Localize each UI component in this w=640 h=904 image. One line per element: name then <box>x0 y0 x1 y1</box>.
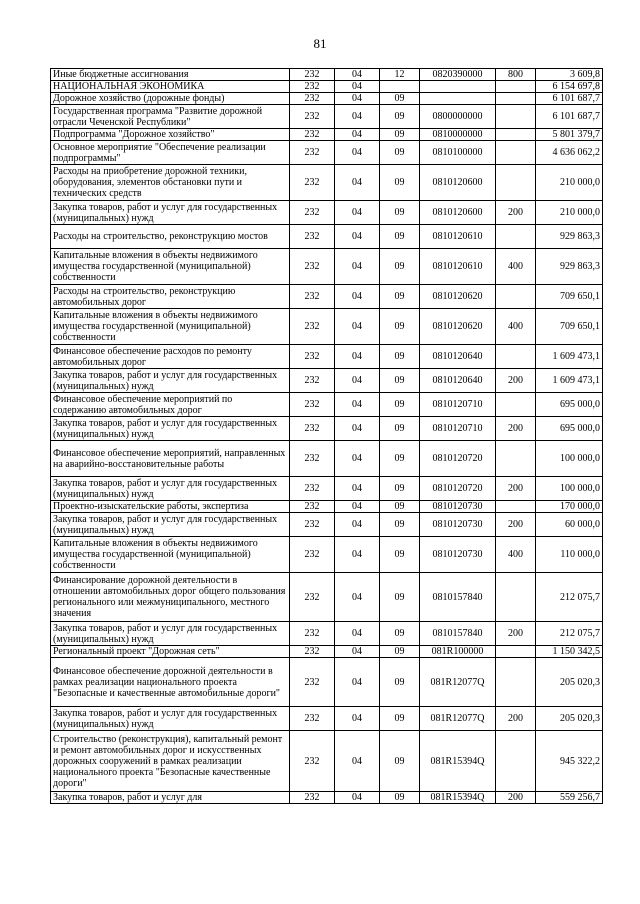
expense-type-code <box>496 501 536 513</box>
target-article-code: 0810120710 <box>420 393 496 417</box>
target-article-code: 0810120620 <box>420 309 496 345</box>
row-name: Закупка товаров, работ и услуг для государственных (муниципальных) нужд <box>51 369 290 393</box>
subsection-code: 09 <box>380 369 420 393</box>
table-row <box>51 69 603 81</box>
row-name: Иные бюджетные ассигнования <box>51 69 290 81</box>
table-row <box>51 658 603 707</box>
target-article-code: 0820390000 <box>420 69 496 81</box>
expense-type-code: 200 <box>496 369 536 393</box>
row-name: Расходы на приобретение дорожной техники, оборудования, элементов обстановки пути и технических средств <box>51 165 290 201</box>
table-row <box>51 345 603 369</box>
amount: 709 650,1 <box>536 309 603 345</box>
table-body <box>51 69 603 804</box>
subsection-code: 09 <box>380 285 420 309</box>
row-name: Закупка товаров, работ и услуг для государственных (муниципальных) нужд <box>51 707 290 731</box>
section-code: 04 <box>335 513 380 537</box>
subsection-code: 09 <box>380 141 420 165</box>
amount: 1 609 473,1 <box>536 369 603 393</box>
admin-code: 232 <box>290 707 335 731</box>
expense-type-code <box>496 129 536 141</box>
subsection-code: 09 <box>380 105 420 129</box>
target-article-code: 0810120710 <box>420 417 496 441</box>
row-name: Региональный проект "Дорожная сеть" <box>51 646 290 658</box>
expense-type-code: 200 <box>496 477 536 501</box>
expense-type-code <box>496 731 536 792</box>
table-row <box>51 622 603 646</box>
subsection-code: 09 <box>380 658 420 707</box>
admin-code: 232 <box>290 69 335 81</box>
amount: 170 000,0 <box>536 501 603 513</box>
row-name: Финансовое обеспечение дорожной деятельности в рамках реализации национального проекта "Безопасные и качественные автомобильные дороги" <box>51 658 290 707</box>
expense-type-code <box>496 345 536 369</box>
table-row <box>51 81 603 93</box>
expense-type-code: 200 <box>496 513 536 537</box>
expense-type-code: 200 <box>496 417 536 441</box>
expense-type-code <box>496 225 536 249</box>
section-code: 04 <box>335 69 380 81</box>
target-article-code: 081R12077Q <box>420 707 496 731</box>
expense-type-code <box>496 165 536 201</box>
amount: 695 000,0 <box>536 393 603 417</box>
amount: 695 000,0 <box>536 417 603 441</box>
section-code: 04 <box>335 81 380 93</box>
table-row <box>51 141 603 165</box>
subsection-code: 09 <box>380 477 420 501</box>
subsection-code: 09 <box>380 417 420 441</box>
admin-code: 232 <box>290 81 335 93</box>
expense-type-code: 800 <box>496 69 536 81</box>
target-article-code: 0810120620 <box>420 285 496 309</box>
table-row <box>51 513 603 537</box>
target-article-code: 0810157840 <box>420 573 496 622</box>
admin-code: 232 <box>290 501 335 513</box>
row-name: Дорожное хозяйство (дорожные фонды) <box>51 93 290 105</box>
amount: 210 000,0 <box>536 165 603 201</box>
amount: 212 075,7 <box>536 573 603 622</box>
amount: 1 609 473,1 <box>536 345 603 369</box>
table-row <box>51 369 603 393</box>
subsection-code: 09 <box>380 393 420 417</box>
target-article-code: 0810157840 <box>420 622 496 646</box>
target-article-code: 0810120730 <box>420 501 496 513</box>
table-row <box>51 105 603 129</box>
amount: 205 020,3 <box>536 658 603 707</box>
subsection-code: 09 <box>380 201 420 225</box>
admin-code: 232 <box>290 513 335 537</box>
target-article-code: 081R100000 <box>420 646 496 658</box>
table-row <box>51 201 603 225</box>
subsection-code: 09 <box>380 501 420 513</box>
admin-code: 232 <box>290 477 335 501</box>
subsection-code: 09 <box>380 792 420 804</box>
amount: 6 154 697,8 <box>536 81 603 93</box>
section-code: 04 <box>335 309 380 345</box>
subsection-code: 09 <box>380 129 420 141</box>
row-name: Финансовое обеспечение мероприятий по содержанию автомобильных дорог <box>51 393 290 417</box>
admin-code: 232 <box>290 792 335 804</box>
section-code: 04 <box>335 646 380 658</box>
expense-type-code <box>496 93 536 105</box>
amount: 100 000,0 <box>536 441 603 477</box>
expense-type-code <box>496 573 536 622</box>
expense-type-code <box>496 81 536 93</box>
table-row <box>51 417 603 441</box>
section-code: 04 <box>335 129 380 141</box>
admin-code: 232 <box>290 622 335 646</box>
expense-type-code: 400 <box>496 309 536 345</box>
admin-code: 232 <box>290 249 335 285</box>
subsection-code: 09 <box>380 513 420 537</box>
target-article-code: 0810120720 <box>420 477 496 501</box>
admin-code: 232 <box>290 93 335 105</box>
admin-code: 232 <box>290 658 335 707</box>
target-article-code: 081R12077Q <box>420 658 496 707</box>
table-row <box>51 646 603 658</box>
table-row <box>51 441 603 477</box>
target-article-code: 0800000000 <box>420 105 496 129</box>
table-row <box>51 573 603 622</box>
admin-code: 232 <box>290 417 335 441</box>
subsection-code: 09 <box>380 165 420 201</box>
amount: 4 636 062,2 <box>536 141 603 165</box>
admin-code: 232 <box>290 646 335 658</box>
row-name: Закупка товаров, работ и услуг для государственных (муниципальных) нужд <box>51 477 290 501</box>
section-code: 04 <box>335 537 380 573</box>
subsection-code: 09 <box>380 731 420 792</box>
admin-code: 232 <box>290 141 335 165</box>
section-code: 04 <box>335 441 380 477</box>
table-row <box>51 393 603 417</box>
expense-type-code <box>496 141 536 165</box>
expense-type-code: 200 <box>496 707 536 731</box>
row-name: Государственная программа "Развитие дорожной отрасли Чеченской Республики" <box>51 105 290 129</box>
amount: 205 020,3 <box>536 707 603 731</box>
subsection-code: 09 <box>380 646 420 658</box>
section-code: 04 <box>335 622 380 646</box>
admin-code: 232 <box>290 201 335 225</box>
amount: 212 075,7 <box>536 622 603 646</box>
row-name: Строительство (реконструкция), капитальный ремонт и ремонт автомобильных дорог и искусственных дорожных сооружений в рамках реализации национального проекта "Безопасные качественные дороги" <box>51 731 290 792</box>
amount: 3 609,8 <box>536 69 603 81</box>
target-article-code: 0810120720 <box>420 441 496 477</box>
target-article-code: 0810000000 <box>420 129 496 141</box>
row-name: Закупка товаров, работ и услуг для <box>51 792 290 804</box>
subsection-code: 09 <box>380 345 420 369</box>
admin-code: 232 <box>290 309 335 345</box>
expense-type-code: 400 <box>496 537 536 573</box>
section-code: 04 <box>335 345 380 369</box>
table-row <box>51 731 603 792</box>
table-row <box>51 285 603 309</box>
subsection-code: 09 <box>380 225 420 249</box>
target-article-code: 0810120600 <box>420 165 496 201</box>
subsection-code: 09 <box>380 707 420 731</box>
target-article-code: 081R15394Q <box>420 731 496 792</box>
expense-type-code <box>496 658 536 707</box>
admin-code: 232 <box>290 393 335 417</box>
section-code: 04 <box>335 105 380 129</box>
admin-code: 232 <box>290 441 335 477</box>
section-code: 04 <box>335 225 380 249</box>
table-row <box>51 537 603 573</box>
row-name: НАЦИОНАЛЬНАЯ ЭКОНОМИКА <box>51 81 290 93</box>
admin-code: 232 <box>290 731 335 792</box>
expense-type-code <box>496 646 536 658</box>
target-article-code: 0810120730 <box>420 537 496 573</box>
row-name: Расходы на строительство, реконструкцию мостов <box>51 225 290 249</box>
target-article-code: 0810120610 <box>420 249 496 285</box>
admin-code: 232 <box>290 165 335 201</box>
subsection-code: 09 <box>380 309 420 345</box>
section-code: 04 <box>335 369 380 393</box>
admin-code: 232 <box>290 105 335 129</box>
target-article-code: 0810100000 <box>420 141 496 165</box>
admin-code: 232 <box>290 225 335 249</box>
subsection-code: 09 <box>380 441 420 477</box>
amount: 929 863,3 <box>536 225 603 249</box>
target-article-code: 0810120730 <box>420 513 496 537</box>
page-number: 81 <box>313 36 327 51</box>
subsection-code: 09 <box>380 93 420 105</box>
expense-type-code: 400 <box>496 249 536 285</box>
admin-code: 232 <box>290 129 335 141</box>
target-article-code: 0810120640 <box>420 369 496 393</box>
target-article-code: 0810120610 <box>420 225 496 249</box>
amount: 210 000,0 <box>536 201 603 225</box>
table-row <box>51 477 603 501</box>
row-name: Проектно-изыскательские работы, экспертиза <box>51 501 290 513</box>
amount: 709 650,1 <box>536 285 603 309</box>
expense-type-code <box>496 105 536 129</box>
table-row <box>51 792 603 804</box>
expense-type-code: 200 <box>496 792 536 804</box>
subsection-code: 09 <box>380 573 420 622</box>
table-row <box>51 309 603 345</box>
section-code: 04 <box>335 501 380 513</box>
amount: 110 000,0 <box>536 537 603 573</box>
target-article-code: 0810120600 <box>420 201 496 225</box>
target-article-code: 081R15394Q <box>420 792 496 804</box>
row-name: Капитальные вложения в объекты недвижимого имущества государственной (муниципальной) собственности <box>51 537 290 573</box>
table-row <box>51 165 603 201</box>
amount: 6 101 687,7 <box>536 105 603 129</box>
target-article-code: 0810120640 <box>420 345 496 369</box>
row-name: Закупка товаров, работ и услуг для государственных (муниципальных) нужд <box>51 201 290 225</box>
section-code: 04 <box>335 658 380 707</box>
amount: 1 150 342,5 <box>536 646 603 658</box>
section-code: 04 <box>335 393 380 417</box>
row-name: Финансирование дорожной деятельности в отношении автомобильных дорог общего пользования регионального или межмуниципального, местного значения <box>51 573 290 622</box>
table-row <box>51 501 603 513</box>
amount: 60 000,0 <box>536 513 603 537</box>
amount: 6 101 687,7 <box>536 93 603 105</box>
amount: 100 000,0 <box>536 477 603 501</box>
section-code: 04 <box>335 285 380 309</box>
table-row <box>51 707 603 731</box>
row-name: Финансовое обеспечение мероприятий, направленных на аварийно-восстановительные работы <box>51 441 290 477</box>
amount: 559 256,7 <box>536 792 603 804</box>
expense-type-code <box>496 441 536 477</box>
expense-type-code <box>496 393 536 417</box>
expense-type-code: 200 <box>496 622 536 646</box>
table-row <box>51 249 603 285</box>
row-name: Закупка товаров, работ и услуг для государственных (муниципальных) нужд <box>51 417 290 441</box>
admin-code: 232 <box>290 369 335 393</box>
section-code: 04 <box>335 165 380 201</box>
section-code: 04 <box>335 573 380 622</box>
section-code: 04 <box>335 93 380 105</box>
section-code: 04 <box>335 477 380 501</box>
table-row <box>51 225 603 249</box>
row-name: Закупка товаров, работ и услуг для государственных (муниципальных) нужд <box>51 513 290 537</box>
admin-code: 232 <box>290 345 335 369</box>
admin-code: 232 <box>290 537 335 573</box>
row-name: Расходы на строительство, реконструкцию автомобильных дорог <box>51 285 290 309</box>
target-article-code <box>420 81 496 93</box>
amount: 929 863,3 <box>536 249 603 285</box>
row-name: Закупка товаров, работ и услуг для государственных (муниципальных) нужд <box>51 622 290 646</box>
subsection-code: 12 <box>380 69 420 81</box>
section-code: 04 <box>335 792 380 804</box>
expense-type-code: 200 <box>496 201 536 225</box>
table-row <box>51 129 603 141</box>
section-code: 04 <box>335 141 380 165</box>
budget-table <box>50 68 603 804</box>
subsection-code: 09 <box>380 622 420 646</box>
section-code: 04 <box>335 707 380 731</box>
target-article-code <box>420 93 496 105</box>
section-code: 04 <box>335 201 380 225</box>
section-code: 04 <box>335 249 380 285</box>
row-name: Финансовое обеспечение расходов по ремонту автомобильных дорог <box>51 345 290 369</box>
subsection-code: 09 <box>380 249 420 285</box>
row-name: Капитальные вложения в объекты недвижимого имущества государственной (муниципальной) собственности <box>51 309 290 345</box>
table-row <box>51 93 603 105</box>
section-code: 04 <box>335 417 380 441</box>
subsection-code: 09 <box>380 537 420 573</box>
admin-code: 232 <box>290 285 335 309</box>
row-name: Капитальные вложения в объекты недвижимого имущества государственной (муниципальной) собственности <box>51 249 290 285</box>
amount: 945 322,2 <box>536 731 603 792</box>
section-code: 04 <box>335 731 380 792</box>
amount: 5 801 379,7 <box>536 129 603 141</box>
admin-code: 232 <box>290 573 335 622</box>
expense-type-code <box>496 285 536 309</box>
row-name: Основное мероприятие "Обеспечение реализации подпрограммы" <box>51 141 290 165</box>
subsection-code <box>380 81 420 93</box>
row-name: Подпрограмма "Дорожное хозяйство" <box>51 129 290 141</box>
